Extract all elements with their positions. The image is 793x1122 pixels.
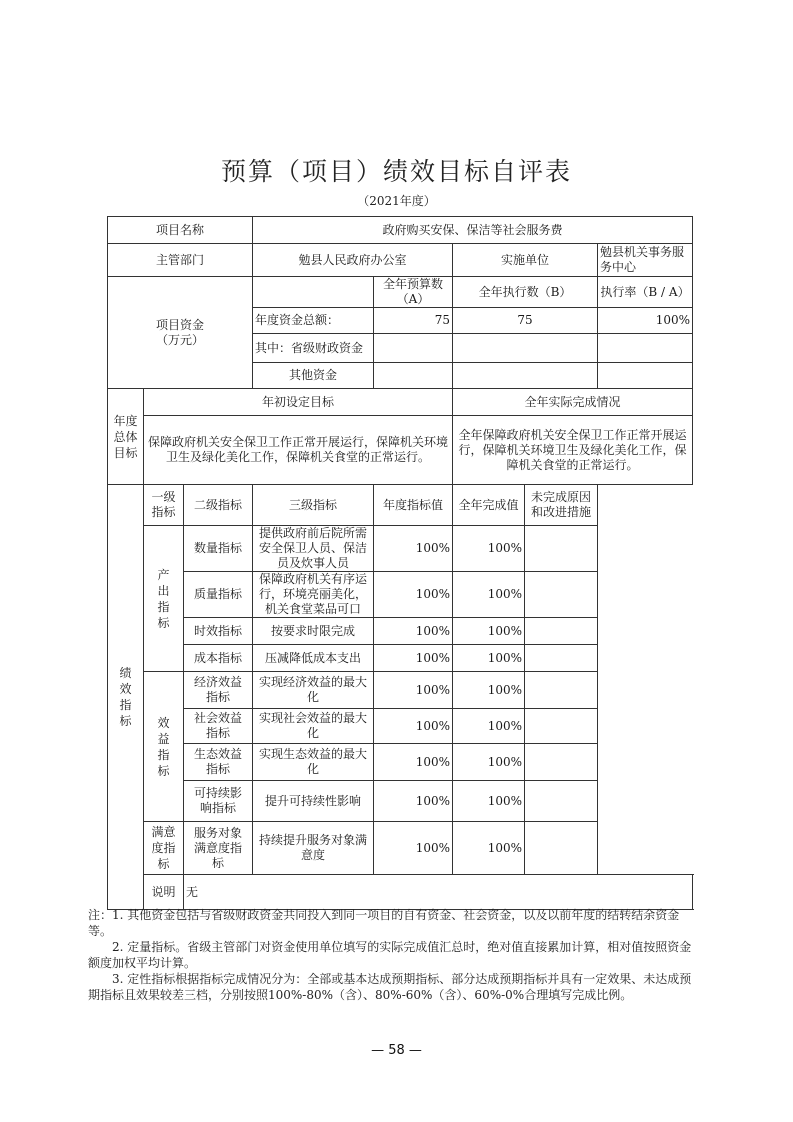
- indicator-row: [108, 618, 693, 645]
- level1-satisfaction: 满意度指标: [144, 822, 184, 875]
- indicator-row: [108, 822, 693, 875]
- goals-actual-header: 全年实际完成情况: [453, 389, 693, 416]
- dept-value: 勉县人民政府办公室: [253, 244, 453, 277]
- indicators-label-text: 绩效指标: [119, 666, 132, 728]
- dept-row: [108, 244, 693, 277]
- goals-initial-text: 保障政府机关安全保卫工作正常开展运行，保障机关环境卫生及绿化美化工作，保障机关食堂的正常运行。: [144, 416, 453, 485]
- reason-cell: [525, 781, 598, 822]
- funds-label: [108, 277, 253, 389]
- reason-cell: [525, 572, 598, 618]
- dept-label: 主管部门: [108, 244, 253, 277]
- target-cell: 100%: [374, 572, 453, 618]
- reason-cell: [525, 672, 598, 709]
- goals-content-row: [108, 416, 693, 485]
- footnotes: [88, 907, 700, 1003]
- level2-cell: 质量指标: [184, 572, 253, 618]
- header-actual: 全年完成值: [453, 485, 525, 526]
- goals-actual-text: 全年保障政府机关安全保卫工作正常开展运行，保障机关环境卫生及绿化美化工作，保障机关食堂的正常运行。: [453, 416, 693, 485]
- actual-cell: 100%: [453, 618, 525, 645]
- funds-label-line2: （万元）: [155, 332, 204, 347]
- level1-benefit: [144, 672, 184, 822]
- note-1: 注：1. 其他资金包括与省级财政资金共同投入到同一项目的自有资金、社会资金，以及以前年度的结转结余资金等。: [88, 908, 680, 938]
- level2-cell: 经济效益指标: [184, 672, 253, 709]
- target-cell: 100%: [374, 618, 453, 645]
- header-level2: 二级指标: [184, 485, 253, 526]
- level1-benefit-text: 效益指标: [157, 715, 170, 778]
- impl-unit-value: 勉县机关事务服务中心: [598, 244, 693, 277]
- remark-value: 无: [184, 875, 693, 910]
- level2-cell: 服务对象满意度指标: [184, 822, 253, 875]
- reason-cell: [525, 822, 598, 875]
- note-2: 2. 定量指标。省级主管部门对资金使用单位填写的实际完成值汇总时，绝对值直接累加计算，相对值按照资金额度加权平均计算。: [88, 940, 692, 970]
- reason-cell: [525, 744, 598, 781]
- level2-cell: 数量指标: [184, 526, 253, 572]
- actual-cell: 100%: [453, 672, 525, 709]
- level2-cell: 生态效益指标: [184, 744, 253, 781]
- target-cell: 100%: [374, 672, 453, 709]
- indicator-row: [108, 709, 693, 744]
- funds-row-budget: 75: [374, 308, 453, 334]
- target-cell: 100%: [374, 526, 453, 572]
- indicator-row: [108, 645, 693, 672]
- funds-row-rate: [598, 363, 693, 389]
- target-cell: 100%: [374, 781, 453, 822]
- actual-cell: 100%: [453, 526, 525, 572]
- actual-cell: 100%: [453, 709, 525, 744]
- self-evaluation-table: [107, 216, 693, 910]
- funds-row-label: 其他资金: [253, 363, 374, 389]
- target-cell: 100%: [374, 744, 453, 781]
- actual-cell: 100%: [453, 744, 525, 781]
- funds-row-rate: 100%: [598, 308, 693, 334]
- funds-label-line1: 项目资金: [155, 317, 204, 332]
- funds-row-rate: [598, 334, 693, 363]
- col-exec-header: 全年执行数（B）: [453, 277, 598, 308]
- actual-cell: 100%: [453, 572, 525, 618]
- level2-cell: 社会效益指标: [184, 709, 253, 744]
- actual-cell: 100%: [453, 822, 525, 875]
- remark-row: [108, 875, 693, 910]
- indicator-row: [108, 781, 693, 822]
- funds-row-label: 年度资金总额：: [253, 308, 374, 334]
- header-reason: 未完成原因和改进措施: [525, 485, 598, 526]
- level3-cell: 按要求时限完成: [253, 618, 374, 645]
- project-name-label: 项目名称: [108, 217, 253, 244]
- header-level1: 一级指标: [144, 485, 184, 526]
- funds-header-row: [108, 277, 693, 308]
- col-rate-header: 执行率（B / A）: [598, 277, 693, 308]
- page-title: 预算（项目）绩效目标自评表: [220, 157, 572, 186]
- indicator-row: [108, 572, 693, 618]
- project-name-row: [108, 217, 693, 244]
- funds-row-exec: 75: [453, 308, 598, 334]
- level2-cell: 成本指标: [184, 645, 253, 672]
- target-cell: 100%: [374, 822, 453, 875]
- level3-cell: 持续提升服务对象满意度: [253, 822, 374, 875]
- note-3: 3. 定性指标根据指标完成情况分为：全部或基本达成预期指标、部分达成预期指标并具有一定效果、未达成预期指标且效果较差三档，分别按照100%-80%（含）、80%-60%（含）、60%-0%合理填写完成比例。: [88, 972, 692, 1002]
- col-budget-header: 全年预算数（A）: [374, 277, 453, 308]
- page-number: — 58 —: [371, 1043, 422, 1058]
- indicators-label: [108, 485, 144, 910]
- goals-label: 年度总体目标: [108, 389, 144, 485]
- funds-row-exec: [453, 334, 598, 363]
- funds-row-label: 其中：省级财政资金: [253, 334, 374, 363]
- indicator-row: [108, 672, 693, 709]
- level1-output: [144, 526, 184, 672]
- actual-cell: 100%: [453, 781, 525, 822]
- level2-cell: 时效指标: [184, 618, 253, 645]
- level3-cell: 实现经济效益的最大化: [253, 672, 374, 709]
- impl-unit-label: 实施单位: [453, 244, 598, 277]
- indicator-row: [108, 744, 693, 781]
- level3-cell: 保障政府机关有序运行，环境亮丽美化，机关食堂菜品可口: [253, 572, 374, 618]
- level2-cell: 可持续影响指标: [184, 781, 253, 822]
- level3-cell: 提升可持续性影响: [253, 781, 374, 822]
- funds-row-exec: [453, 363, 598, 389]
- funds-header-blank: [253, 277, 374, 308]
- level3-cell: 实现生态效益的最大化: [253, 744, 374, 781]
- target-cell: 100%: [374, 645, 453, 672]
- remark-label: 说明: [144, 875, 184, 910]
- funds-row-budget: [374, 334, 453, 363]
- header-target: 年度指标值: [374, 485, 453, 526]
- indicators-header-row: [108, 485, 693, 526]
- reason-cell: [525, 526, 598, 572]
- level3-cell: 压减降低成本支出: [253, 645, 374, 672]
- header-level3: 三级指标: [253, 485, 374, 526]
- funds-row-budget: [374, 363, 453, 389]
- indicator-row: [108, 526, 693, 572]
- actual-cell: 100%: [453, 645, 525, 672]
- level1-output-text: 产出指标: [157, 567, 170, 630]
- reason-cell: [525, 618, 598, 645]
- level3-cell: 实现社会效益的最大化: [253, 709, 374, 744]
- goals-initial-header: 年初设定目标: [144, 389, 453, 416]
- level3-cell: 提供政府前后院所需安全保卫人员、保洁员及炊事人员: [253, 526, 374, 572]
- page-subtitle: （2021年度）: [357, 194, 436, 208]
- reason-cell: [525, 709, 598, 744]
- project-name-value: 政府购买安保、保洁等社会服务费: [253, 217, 693, 244]
- goals-header-row: [108, 389, 693, 416]
- target-cell: 100%: [374, 709, 453, 744]
- reason-cell: [525, 645, 598, 672]
